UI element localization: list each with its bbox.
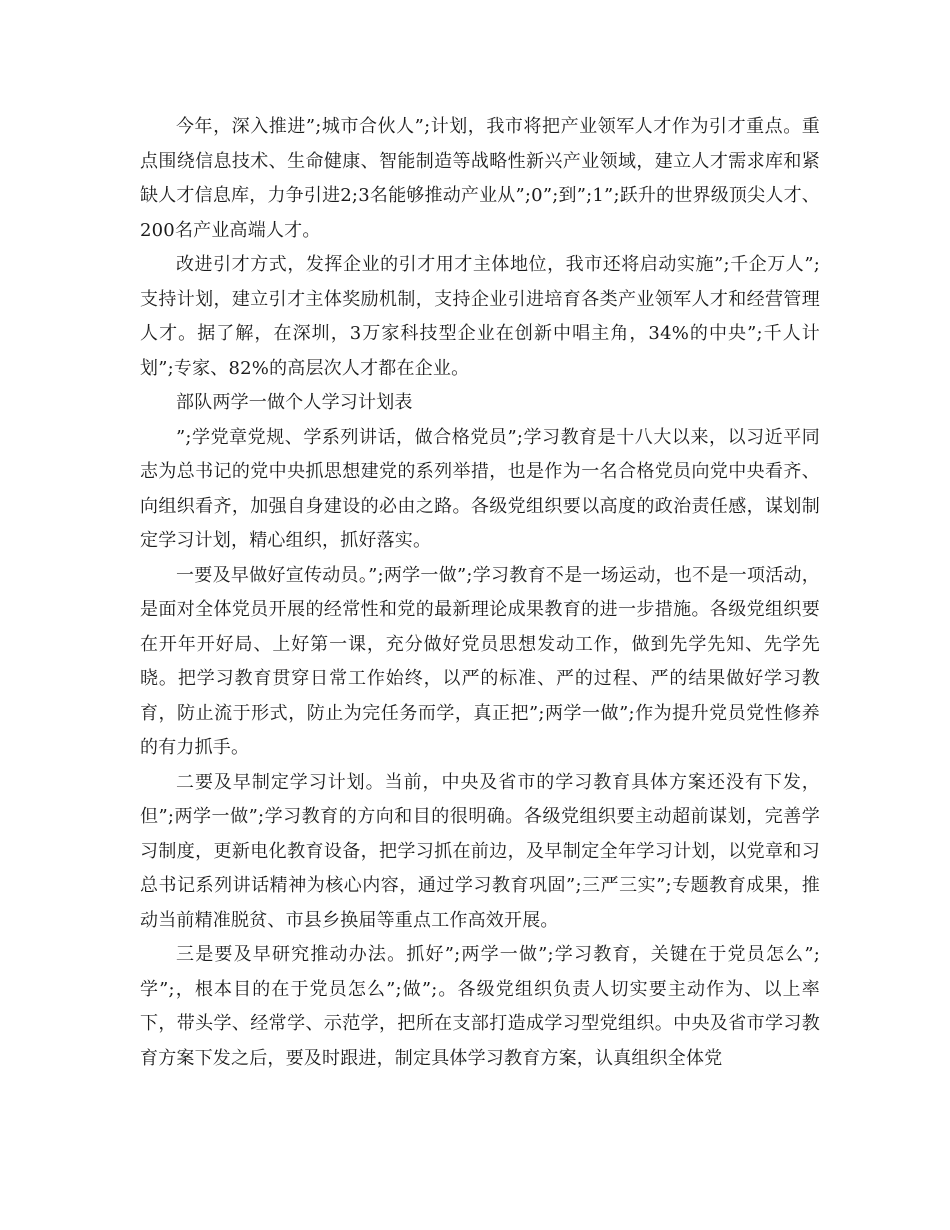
paragraph-promotion-methods: 三是要及早研究推动办法。抓好”;两学一做”;学习教育，关键在于党员怎么”;学”;，根本目的在于党员怎么”;做”;。各级党组织负责人切实要主动作为、以上率下，带头学、经常学、示范学，把所在支部打造成学习型党组织。中央及省市学习教育方案下发之后，要及时跟进，制定具体学习教育方案，认真组织全体党	[140, 944, 820, 1069]
document-body	[140, 110, 820, 1076]
section-heading: 部队两学一做个人学习计划表	[176, 392, 413, 413]
paragraph-city-partner-plan: 今年，深入推进”;城市合伙人”;计划，我市将把产业领军人才作为引才重点。重点围绕信息技术、生命健康、智能制造等战略性新兴产业领域，建立人才需求库和紧缺人才信息库，力争引进2;3名能够推动产业从”;0”;到”;1”;跃升的世界级顶尖人才、200名产业高端人才。	[140, 116, 820, 241]
paragraph-publicity-mobilization: 一要及早做好宣传动员。”;两学一做”;学习教育不是一场运动，也不是一项活动，是面对全体党员开展的经常性和党的最新理论成果教育的进一步措施。各级党组织要在开年开好局、上好第一课，充分做好党员思想发动工作，做到先学先知、先学先晓。把学习教育贯穿日常工作始终，以严的标准、严的过程、严的结果做好学习教育，防止流于形式，防止为完任务而学，真正把”;两学一做”;作为提升党员党性修养的有力抓手。	[140, 564, 820, 758]
paragraph-study-education-intro: ”;学党章党规、学系列讲话，做合格党员”;学习教育是十八大以来，以习近平同志为总书记的党中央抓思想建党的系列举措，也是作为一名合格党员向党中央看齐、向组织看齐，加强自身建设的必由之路。各级党组织要以高度的政治责任感，谋划制定学习计划，精心组织，抓好落实。	[140, 426, 820, 551]
paragraph-talent-recruitment: 改进引才方式，发挥企业的引才用才主体地位，我市还将启动实施”;千企万人”;支持计划，建立引才主体奖励机制，支持企业引进培育各类产业领军人才和经营管理人才。据了解，在深圳，3万家科技型企业在创新中唱主角，34%的中央”;千人计划”;专家、82%的高层次人才都在企业。	[140, 254, 820, 379]
paragraph-study-plan: 二要及早制定学习计划。当前，中央及省市的学习教育具体方案还没有下发，但”;两学一做”;学习教育的方向和目的很明确。各级党组织要主动超前谋划，完善学习制度，更新电化教育设备，把学习抓在前边，及早制定全年学习计划，以党章和习总书记系列讲话精神为核心内容，通过学习教育巩固”;三严三实”;专题教育成果，推动当前精准脱贫、市县乡换届等重点工作高效开展。	[140, 771, 820, 931]
